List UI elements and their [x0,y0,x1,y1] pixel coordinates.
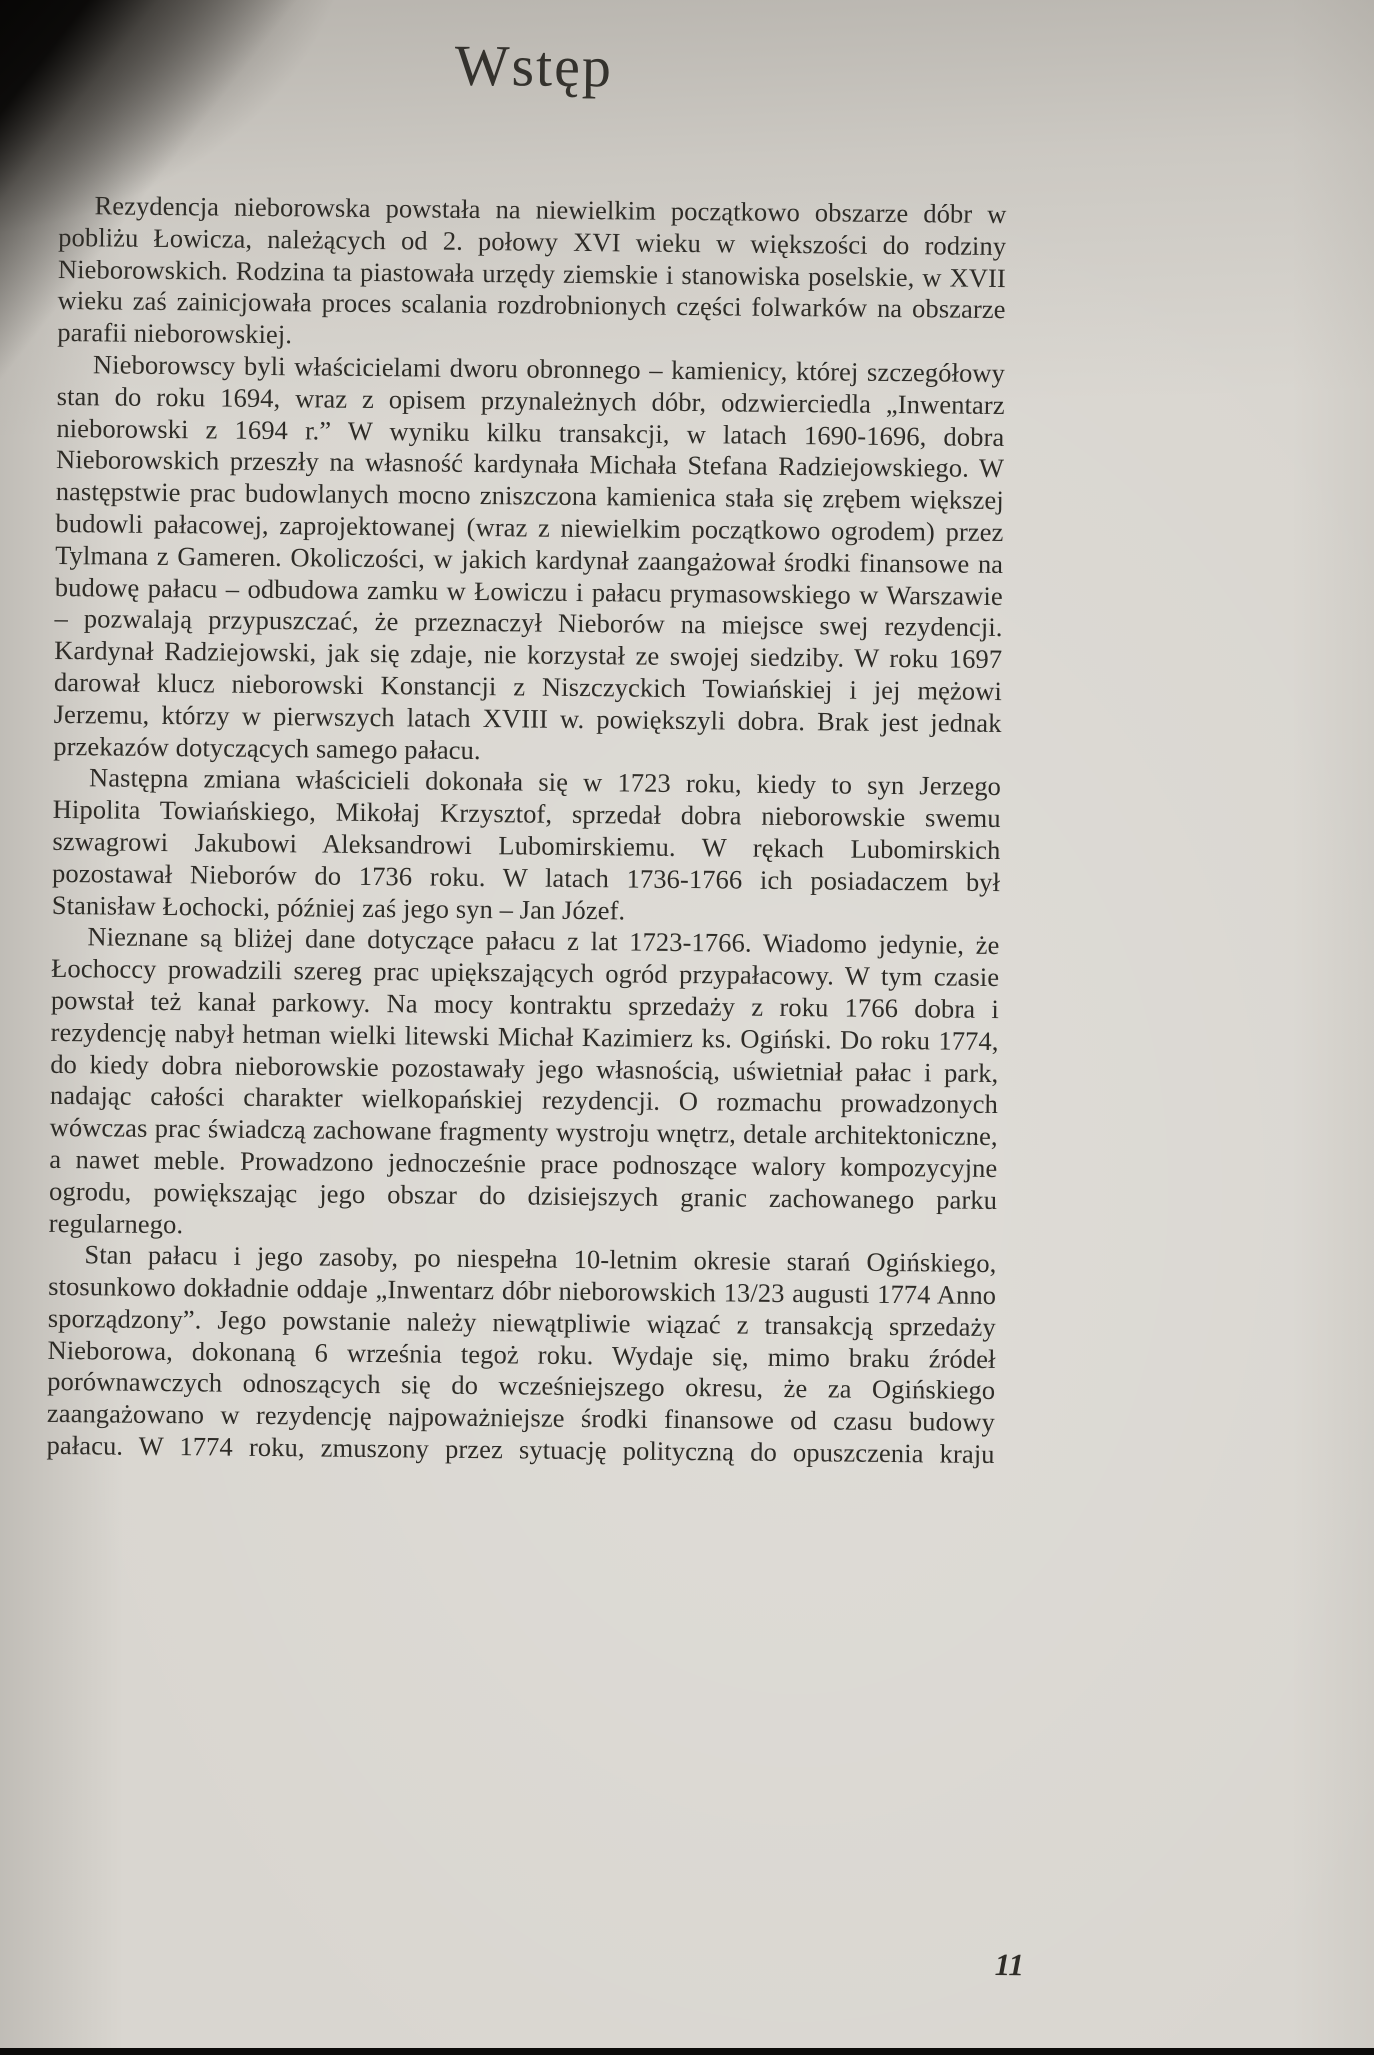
page-title: Wstęp [454,32,614,100]
page-number: 11 [994,1947,1025,1983]
paragraph: Rezydencja nieborowska powstała na niewielkim początkowo obszarze dóbr w pobliżu Łowicza, należących od 2. połowy XVI wieku w większości do rodziny Nieborowskich. Rodzina ta piastowała urzędy ziemskie i stanowiska poselskie, w XVII wieku zaś zainicjowała proces scalania rozdrobnionych części folwarków na obszarze parafii nieborowskiej. [57,190,1007,350]
paragraph: Stan pałacu i jego zasoby, po niespełna 10-letnim okresie starań Ogińskiego, stosunkowo dokładnie oddaje „Inwentarz dóbr nieborowskich 13/23 augusti 1774 Anno sporządzony”. Jego powstanie należy niewątpliwie wiązać z transakcją sprzedaży Nieborowa, dokonaną 6 września tegoż roku. Wydaje się, mimo braku źródeł porównawczych odnoszących się do wcześniejszego okresu, że za Ogińskiego zaangażowano w rezydencję najpoważniejsze środki finansowe od czasu budowy pałacu. W 1774 roku, zmuszony przez sytuację polityczną do opuszczenia kraju [46,1239,997,1470]
paragraph: Nieborowscy byli właścicielami dworu obronnego – kamienicy, której szczegółowy stan do roku 1694, wraz z opisem przynależnych dóbr, odzwierciedla „Inwentarz nieborowski z 1694 r.” W wyniku kilku transakcji, w latach 1690-1696, dobra Nieborowskich przeszły na własność kardynała Michała Stefana Radziejowskiego. W następstwie prac budowlanych mocno zniszczona kamienica stała się zrębem większej budowli pałacowej, zaprojektowanej (wraz z niewielkim początkowo ogrodem) przez Tylmana z Gameren. Okoliczości, w jakich kardynał zaangażował środki finansowe na budowę pałacu – odbudowa zamku w Łowiczu i pałacu prymasowskiego w Warszawie – pozwalają przypuszczać, że przeznaczył Nieborów na miejsce swej rezydencji. Kardynał Radziejowski, jak się zdaje, nie korzystał ze swojej siedziby. W roku 1697 darował klucz nieborowski Konstancji z Niszczyckich Towiańskiej i jej mężowi Jerzemu, którzy w pierwszych latach XVIII w. powiększyli dobra. Brak jest jednak przekazów dotyczących samego pałacu. [53,349,1006,765]
paragraph: Następna zmiana właścicieli dokonała się w 1723 roku, kiedy to syn Jerzego Hipolita Towiańskiego, Mikołaj Krzysztof, sprzedał dobra nieborowskie swemu szwagrowi Jakubowi Aleksandrowi Lubomirskiemu. W rękach Lubomirskich pozostawał Nieborów do 1736 roku. W latach 1736-1766 ich posiadaczem był Stanisław Łochocki, później zaś jego syn – Jan Józef. [51,762,1002,925]
paragraph: Nieznane są bliżej dane dotyczące pałacu z lat 1723-1766. Wiadomo jedynie, że Łochoccy prowadzili szereg prac upiększających ogród przypałacowy. W tym czasie powstał też kanał parkowy. Na mocy kontraktu sprzedaży z roku 1766 dobra i rezydencję nabył hetman wielki litewski Michał Kazimierz ks. Ogiński. Do roku 1774, do kiedy dobra nieborowskie pozostawały jego własnością, uświetniał pałac i park, nadając całości charakter wielkopańskiej rezydencji. O rozmachu prowadzonych wówczas prac świadczą zachowane fragmenty wystroju wnętrz, detale architektoniczne, a nawet meble. Prowadzono jednocześnie prace podnoszące walory kompozycyjne ogrodu, powiększając jego obszar do dzisiejszych granic zachowanego parku regularnego. [48,921,1000,1239]
body-text [46,190,1006,1471]
